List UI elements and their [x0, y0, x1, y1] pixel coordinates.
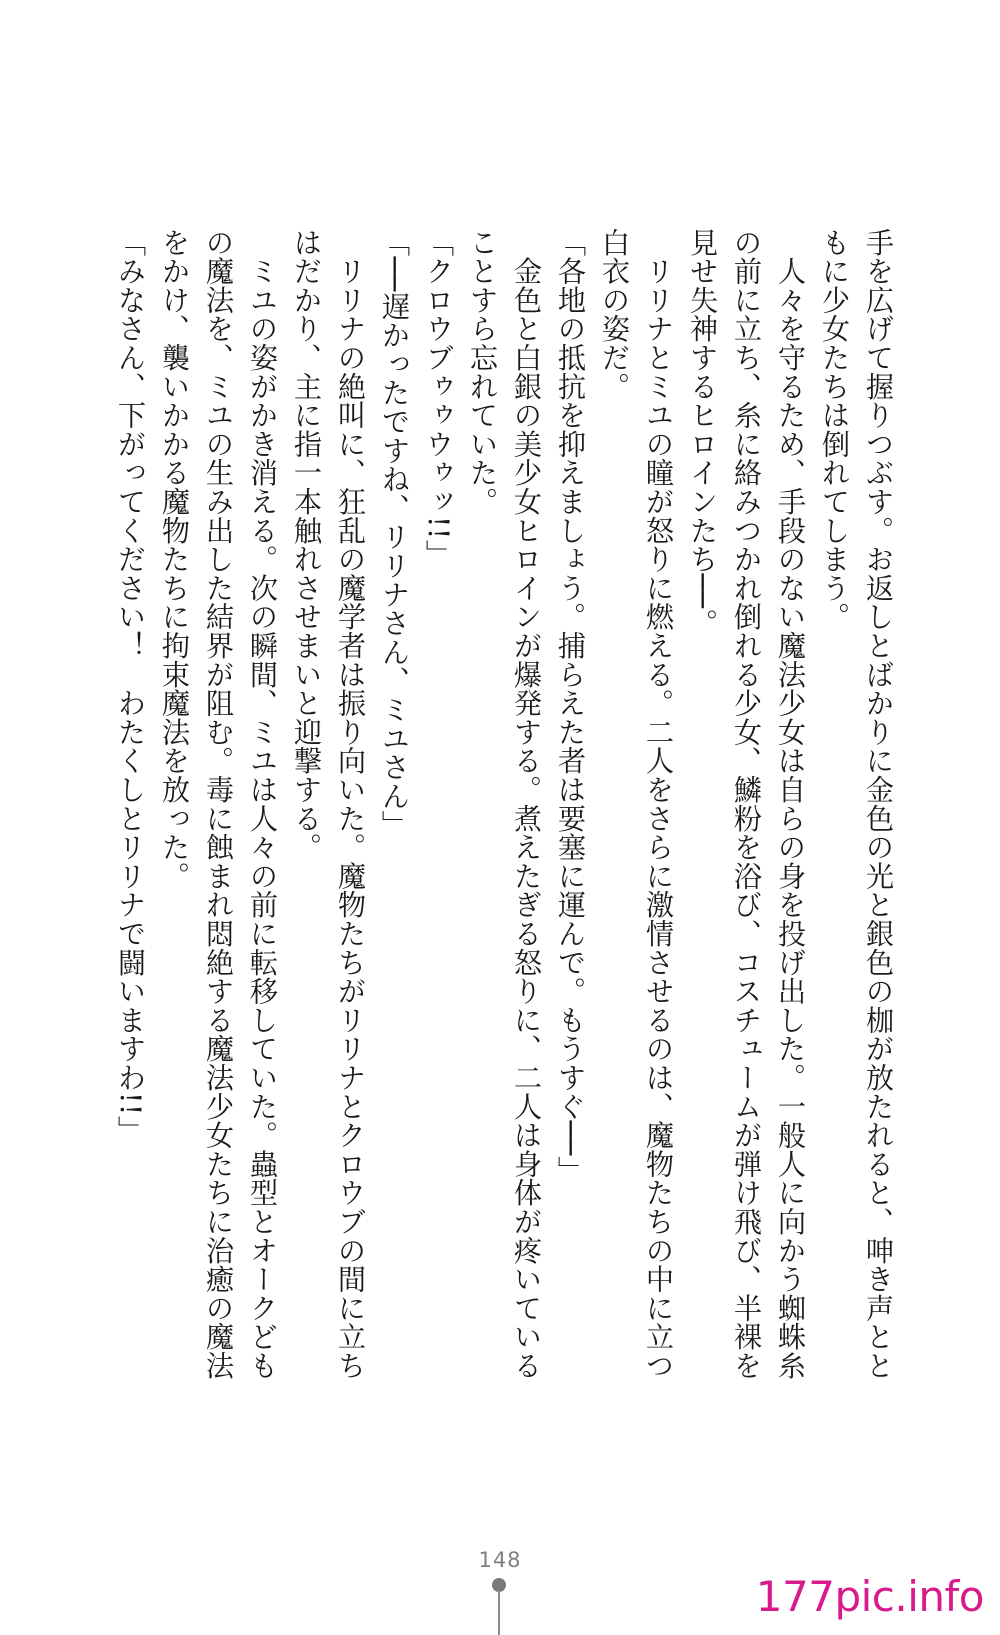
- text-line: もに少女たちは倒れてしまう。: [818, 228, 851, 632]
- watermark: 177pic.info: [755, 1572, 984, 1621]
- text-line: 人々を守るため、手段のない魔法少女は自らの身を投げ出した。一般人に向かう蜘蛛糸: [774, 228, 807, 1380]
- text-line: ミユの姿がかき消える。次の瞬間、ミユは人々の前に転移していた。蟲型とオークども: [246, 228, 279, 1380]
- text-line: 見せ失神するヒロインたち──。: [686, 228, 719, 638]
- text-line: 金色と白銀の美少女ヒロインが爆発する。煮えたぎる怒りに、二人は身体が疼いている: [510, 228, 543, 1380]
- text-line: の魔法を、ミユの生み出した結界が阻む。毒に蝕まれ悶絶する魔法少女たちに治癒の魔法: [202, 228, 235, 1380]
- text-line: の前に立ち、糸に絡みつかれ倒れる少女、鱗粉を浴び、コスチュームが弾け飛び、半裸を: [730, 228, 763, 1380]
- text-line: リリナの絶叫に、狂乱の魔学者は振り向いた。魔物たちがリリナとクロウブの間に立ち: [334, 228, 367, 1380]
- text-line: 「各地の抵抗を抑えましょう。捕らえた者は要塞に運んで。もうすぐ──」: [554, 228, 587, 1185]
- page-number: 148: [478, 1548, 522, 1572]
- page-marker: [492, 1578, 506, 1635]
- text-line: リリナとミユの瞳が怒りに燃える。二人をさらに激情させるのは、魔物たちの中に立つ: [642, 228, 675, 1380]
- text-line: 「クロウブゥゥウゥッ!!」: [422, 228, 455, 569]
- text-line: をかけ、襲いかかる魔物たちに拘束魔法を放った。: [158, 228, 191, 891]
- marker-stem: [498, 1590, 500, 1635]
- text-line: ことすら忘れていた。: [466, 228, 499, 516]
- text-line: 「──遅かったですね、リリナさん、ミユさん」: [378, 228, 411, 840]
- text-line: はだかり、主に指一本触れさせまいと迎撃する。: [290, 228, 323, 862]
- text-line: 「みなさん、下がってください！ わたくしとリリナで闘いますわ!!」: [114, 228, 147, 1145]
- text-line: 手を広げて握りつぶす。お返しとばかりに金色の光と銀色の枷が放たれると、呻き声とと: [862, 228, 895, 1380]
- text-line: 白衣の姿だ。: [598, 228, 631, 401]
- vertical-text-block: [108, 228, 900, 1380]
